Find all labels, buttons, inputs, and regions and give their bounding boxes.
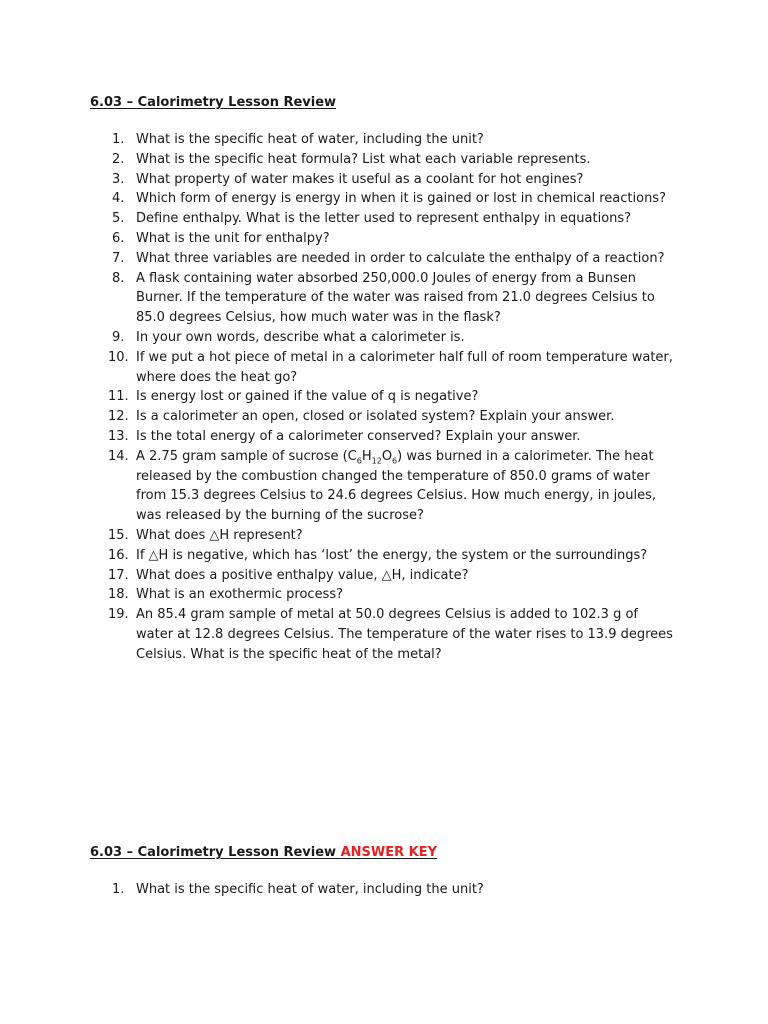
- question-number: 1.: [112, 882, 125, 897]
- question-number: 10.: [108, 349, 129, 365]
- answer-key-title: [90, 845, 437, 860]
- question-item: [0, 407, 676, 427]
- question-item: [0, 150, 676, 170]
- question-text: If we put a hot piece of metal in a calorimeter half full of room temperature water, where does the heat go?: [136, 349, 673, 385]
- question-text-part: O: [381, 448, 393, 464]
- question-number: 12.: [108, 409, 129, 425]
- question-text: Which form of energy is energy in when it is gained or lost in chemical reactions?: [136, 191, 666, 207]
- question-number: 17.: [108, 567, 129, 583]
- question-number: 13.: [108, 428, 129, 444]
- question-number: 8.: [112, 270, 125, 286]
- question-item: [0, 249, 676, 269]
- subscript: 6: [392, 456, 398, 466]
- question-item: [0, 170, 676, 190]
- question-item: [0, 546, 676, 566]
- question-text: What is the specific heat of water, including the unit?: [136, 132, 484, 147]
- question-text: What is an exothermic process?: [136, 587, 344, 603]
- answer-key-question-list: [0, 880, 676, 900]
- subscript: 6: [356, 456, 362, 466]
- subscript: 12: [371, 456, 382, 466]
- question-text: What is the specific heat of water, including the unit?: [136, 882, 484, 897]
- question-text: If △H is negative, which has ‘lost’ the energy, the system or the surroundings?: [136, 547, 648, 563]
- question-number: 19.: [108, 607, 129, 623]
- question-number: 2.: [112, 151, 125, 167]
- question-item: [0, 229, 676, 249]
- question-list: [0, 130, 676, 665]
- question-number: 1.: [112, 132, 125, 147]
- question-text: What does a positive enthalpy value, △H, indicate?: [136, 567, 469, 583]
- question-item: [0, 269, 676, 328]
- question-item: [0, 130, 676, 150]
- question-number: 14.: [108, 448, 129, 464]
- answer-key-label: ANSWER KEY: [340, 845, 438, 860]
- question-text: [136, 447, 676, 526]
- section-title: [90, 95, 336, 110]
- question-item: [0, 209, 676, 229]
- question-text: What is the specific heat formula? List what each variable represents.: [136, 151, 591, 167]
- question-text: An 85.4 gram sample of metal at 50.0 degrees Celsius is added to 102.3 g of water at 12.8 degrees Celsius. The temperature of the water rises to 13.9 degrees Celsius. What is the specific heat of the metal?: [136, 607, 673, 662]
- question-text: In your own words, describe what a calorimeter is.: [136, 329, 465, 345]
- question-number: 5.: [112, 211, 125, 227]
- question-item: [0, 427, 676, 447]
- question-text: What does △H represent?: [136, 527, 303, 543]
- question-item: [0, 348, 676, 388]
- question-item: [0, 189, 676, 209]
- question-text: A flask containing water absorbed 250,000.0 Joules of energy from a Bunsen Burner. If the temperature of the water was raised from 21.0 degrees Celsius to 85.0 degrees Celsius, how much water was in the flask?: [136, 270, 655, 326]
- question-item: [0, 328, 676, 348]
- question-text: What property of water makes it useful as a coolant for hot engines?: [136, 171, 584, 187]
- question-number: 15.: [108, 527, 129, 543]
- question-item: [0, 605, 676, 664]
- question-text: Is a calorimeter an open, closed or isolated system? Explain your answer.: [136, 409, 615, 425]
- section-title-text: 6.03 – Calorimetry Lesson Review: [90, 845, 337, 860]
- question-text: What is the unit for enthalpy?: [136, 230, 330, 246]
- question-number: 6.: [112, 230, 125, 246]
- question-item: [0, 880, 676, 900]
- question-text: Define enthalpy. What is the letter used to represent enthalpy in equations?: [136, 211, 632, 227]
- question-item: [0, 585, 676, 605]
- question-number: 9.: [112, 329, 125, 345]
- question-number: 16.: [108, 547, 129, 563]
- question-item: [0, 387, 676, 407]
- question-number: 4.: [112, 191, 125, 207]
- question-text: Is the total energy of a calorimeter conserved? Explain your answer.: [136, 428, 581, 444]
- question-text: What three variables are needed in order to calculate the enthalpy of a reaction?: [136, 250, 665, 266]
- question-text: Is energy lost or gained if the value of q is negative?: [136, 389, 479, 405]
- question-item: [0, 447, 676, 526]
- question-text-part: H: [361, 448, 372, 464]
- question-text-part: ) was burned in a calorimeter. The heat released by the combustion changed the temperature of 850.0 grams of water from 15.3 degrees Celsius to 24.6 degrees Celsius. How much energy, in joules, was released by the burning of the sucrose?: [136, 448, 656, 524]
- question-number: 11.: [108, 389, 129, 405]
- question-text-part: A 2.75 gram sample of sucrose (C: [136, 448, 357, 464]
- question-item: [0, 526, 676, 546]
- question-number: 3.: [112, 171, 125, 187]
- section-title-text: 6.03 – Calorimetry Lesson Review: [90, 95, 337, 110]
- question-number: 18.: [108, 587, 129, 603]
- question-number: 7.: [112, 250, 125, 266]
- question-item: [0, 566, 676, 586]
